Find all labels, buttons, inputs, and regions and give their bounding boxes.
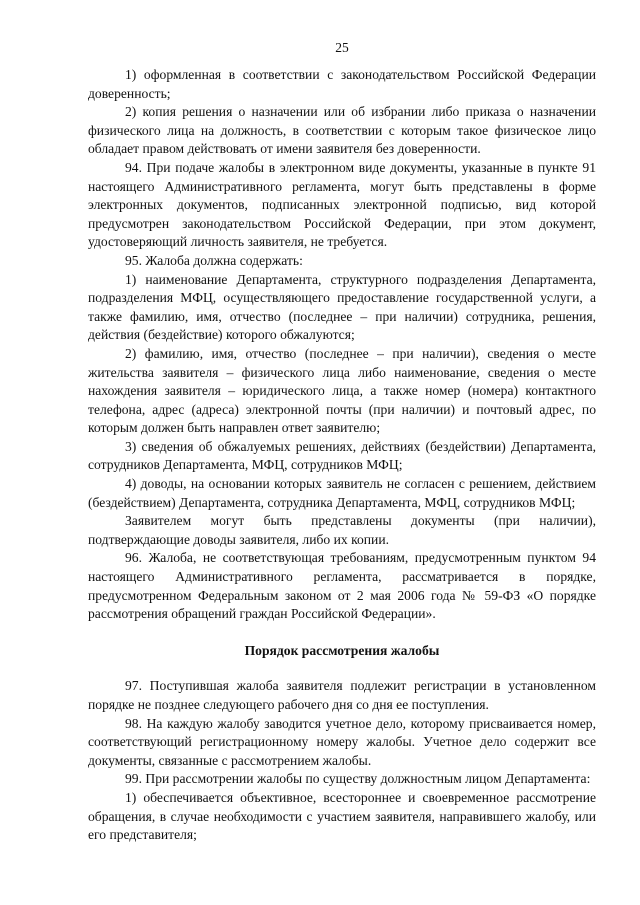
paragraph-99-item-1: 1) обеспечивается объективное, всестороннее и своевременное рассмотрение обращения, в случае необходимости с участием заявителя, направившего жалобу, или его представителя; [88,789,596,843]
paragraph-95-item-1: 1) наименование Департамента, структурного подразделения Департамента, подразделения МФЦ, осуществляющего предоставление государственной услуги, а также фамилию, имя, отчество (последнее – при наличии) сотрудника, решения, действия (бездействие) которого обжалуются; [88,271,596,343]
paragraph-99: 99. При рассмотрении жалобы по существу должностным лицом Департамента: [125,771,591,787]
paragraph-95: 95. Жалоба должна содержать: [125,252,303,268]
paragraph-item-2-appointment-copy: 2) копия решения о назначении или об избрании либо приказа о назначении физического лица на должность, в соответствии с которым такое физическое лицо обладает правом действовать от имени заявителя без доверенности. [88,104,596,157]
paragraph-98: 98. На каждую жалобу заводится учетное дело, которому присваивается номер, соответствующий регистрационному номеру жалобы. Учетное дело содержит все документы, связанные с рассмотрением жалобы. [88,715,596,768]
paragraph-94: 94. При подаче жалобы в электронном виде документы, указанные в пункте 91 настоящего Административного регламента, могут быть представлены в форме электронных документов, подписанных электронной подписью, вид которой предусмотрен законодательством Российской Федерации, при этом документ, удостоверяющий личность заявителя, не требуется. [88,159,596,250]
page-number: 25 [335,40,349,55]
paragraph-supporting-documents: Заявителем могут быть представлены документы (при наличии), подтверждающие доводы заявителя, либо их копии. [88,513,596,547]
section-heading: Порядок рассмотрения жалобы [244,642,440,658]
paragraph-95-item-2: 2) фамилию, имя, отчество (последнее – при наличии), сведения о месте жительства заявителя – физического лица либо наименование, сведения о месте нахождения заявителя – юридического лица, а также номер (номера) контактного телефона, адрес (адреса) электронной почты (при наличии) и почтовый адрес, по которым должен быть направлен ответ заявителю; [88,345,596,436]
paragraph-95-item-4: 4) доводы, на основании которых заявитель не согласен с решением, действием (бездействием) Департамента, сотрудника Департамента, МФЦ, сотрудников МФЦ; [88,476,596,510]
paragraph-97: 97. Поступившая жалоба заявителя подлежит регистрации в установленном порядке не позднее следующего рабочего дня со дня ее поступления. [88,678,596,712]
paragraph-item-1-power-of-attorney: 1) оформленная в соответствии с законодательством Российской Федерации доверенность; [88,67,596,101]
paragraph-96: 96. Жалоба, не соответствующая требованиям, предусмотренным пунктом 94 настоящего Административного регламента, рассматривается в порядке, предусмотренном Федеральным законом от 2 мая 2006 года № 59-ФЗ «О порядке рассмотрения обращений граждан Российской Федерации». [88,550,596,622]
document-body [88,66,596,845]
paragraph-95-item-3: 3) сведения об обжалуемых решениях, действиях (бездействии) Департамента, сотрудников Департамента, МФЦ, сотрудников МФЦ; [88,438,596,473]
